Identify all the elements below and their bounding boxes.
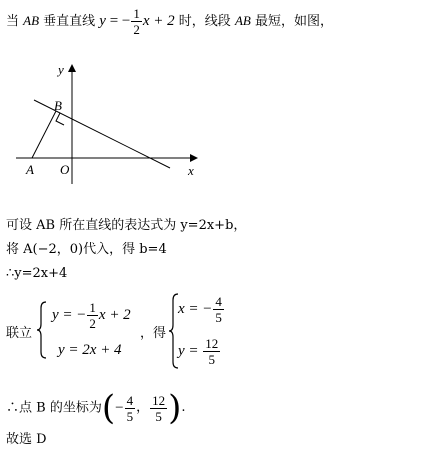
fraction-y: $\frac{12}{5}$	[205, 336, 219, 367]
solution-line-assume: 可设 AB 所在直线的表达式为 y=2x+b，	[6, 218, 247, 233]
answer-line: 故选 D	[6, 432, 47, 447]
label-o: O	[60, 162, 70, 177]
paren-close: )	[168, 388, 182, 428]
label-a: A	[26, 162, 34, 177]
problem-statement: 当 AB 垂直直线 y = − $\frac{1}{2}$ x + 2 时，线段 AB 最短，如图，	[6, 6, 333, 37]
coordinate-figure	[10, 58, 210, 188]
solution-line-substitute: 将 A(−2，0)代入，得 b=4	[6, 242, 167, 257]
line-equation: y = − $\frac{1}{2}$ x + 2	[99, 6, 175, 37]
paren-open: (	[101, 388, 116, 428]
y-axis-arrow	[68, 64, 76, 72]
label-b: B	[54, 98, 62, 113]
system2-x: x = − $\frac{4}{5}$	[178, 294, 222, 325]
label-x: x	[188, 163, 194, 178]
segment-ab	[32, 111, 56, 158]
label-y: y	[58, 62, 64, 77]
system2-y: y = $\frac{12}{5}$	[178, 336, 219, 367]
system1-eq1: y = − $\frac{1}{2}$ x + 2	[52, 300, 131, 331]
left-brace-1	[36, 300, 48, 360]
solution-line-result: ∴y=2x+4	[6, 266, 68, 281]
lianli-label: 联立	[6, 326, 33, 341]
segment-ab-label: AB	[23, 12, 40, 28]
point-b-coordinate: ∴点 B 的坐标为(− $\frac{4}{5}$ ， $\frac{12}{5}$ ).	[6, 388, 186, 428]
de-label: ，得	[140, 326, 167, 341]
fraction-one-half: $\frac{1}{2}$	[133, 6, 140, 37]
system1-eq2: y = 2x + 4	[58, 342, 122, 358]
fraction-sys1: $\frac{1}{2}$	[89, 300, 96, 331]
fraction-bx: $\frac{4}{5}$	[126, 392, 134, 424]
fraction-by: $\frac{12}{5}$	[152, 392, 166, 424]
fraction-x: $\frac{4}{5}$	[215, 294, 222, 325]
x-axis-arrow	[190, 154, 198, 162]
